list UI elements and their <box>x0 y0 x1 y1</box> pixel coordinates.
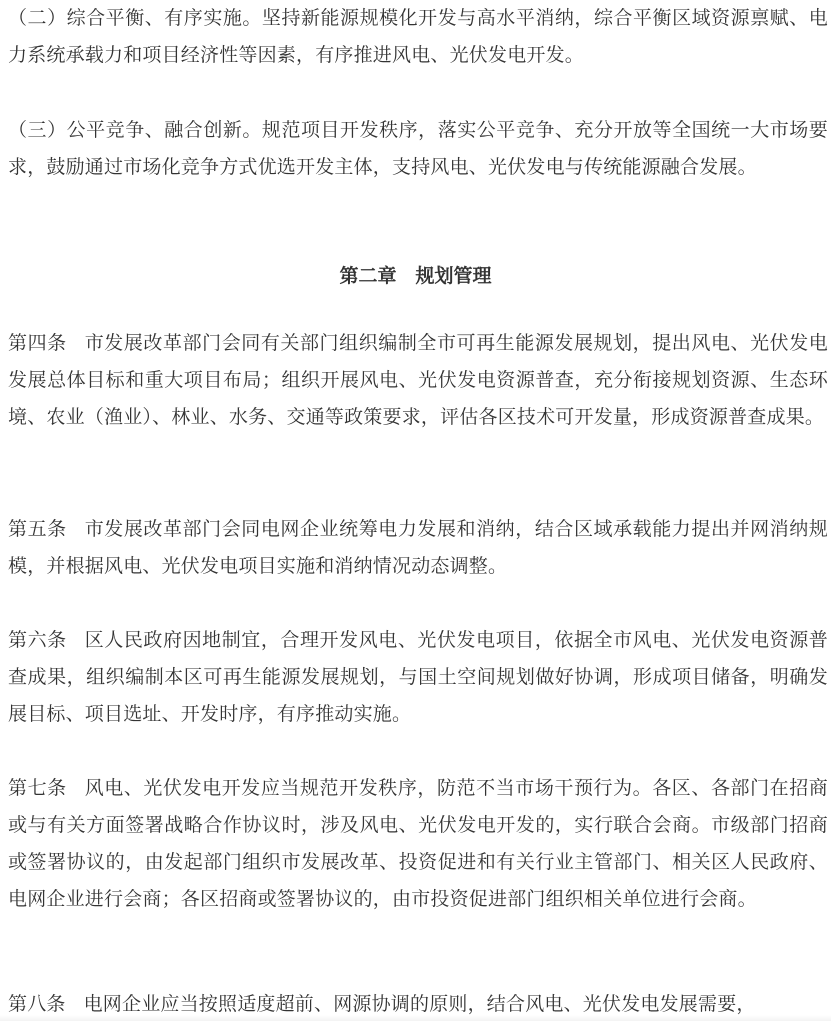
article-5-label: 第五条 <box>8 518 67 540</box>
article-6-label: 第六条 <box>8 629 67 651</box>
article-8-text: 电网企业应当按照适度超前、网源协调的原则，结合风电、光伏发电发展需要， <box>83 993 756 1015</box>
article-6 <box>8 622 828 733</box>
article-6-text: 区人民政府因地制宜，合理开发风电、光伏发电项目，依据全市风电、光伏发电资源普查成果，组织编制本区可再生能源发展规划，与国土空间规划做好协调，形成项目储备，明确发展目标、项目选址、开发时序，有序推动实施。 <box>8 629 828 725</box>
article-7-text: 风电、光伏发电开发应当规范开发秩序，防范不当市场干预行为。各区、各部门在招商或与有关方面签署战略合作协议时，涉及风电、光伏发电开发的，实行联合会商。市级部门招商或签署协议的，由发起部门组织市发展改革、投资促进和有关行业主管部门、相关区人民政府、电网企业进行会商；各区招商或签署协议的，由市投资促进部门组织相关单位进行会商。 <box>8 777 828 910</box>
article-5-text: 市发展改革部门会同电网企业统筹电力发展和消纳，结合区域承载能力提出并网消纳规模，并根据风电、光伏发电项目实施和消纳情况动态调整。 <box>8 518 828 577</box>
article-4-label: 第四条 <box>8 332 67 354</box>
article-4-text: 市发展改革部门会同有关部门组织编制全市可再生能源发展规划，提出风电、光伏发电发展总体目标和重大项目布局；组织开展风电、光伏发电资源普查，充分衔接规划资源、生态环境、农业（渔业）、林业、水务、交通等政策要求，评估各区技术可开发量，形成资源普查成果。 <box>8 332 828 428</box>
chapter-heading: 第二章 规划管理 <box>339 265 492 287</box>
article-7 <box>8 770 828 918</box>
article-5 <box>8 511 828 585</box>
paragraph-principle-2: （二）综合平衡、有序实施。坚持新能源规模化开发与高水平消纳，综合平衡区域资源禀赋、电力系统承载力和项目经济性等因素，有序推进风电、光伏发电开发。 <box>8 7 828 66</box>
article-4 <box>8 325 828 436</box>
article-7-label: 第七条 <box>8 777 67 799</box>
bottom-edge-shadow <box>0 1015 831 1021</box>
article-8-label: 第八条 <box>8 993 66 1015</box>
paragraph-principle-3: （三）公平竞争、融合创新。规范项目开发秩序，落实公平竞争、充分开放等全国统一大市场要求，鼓励通过市场化竞争方式优选开发主体，支持风电、光伏发电与传统能源融合发展。 <box>8 119 828 178</box>
